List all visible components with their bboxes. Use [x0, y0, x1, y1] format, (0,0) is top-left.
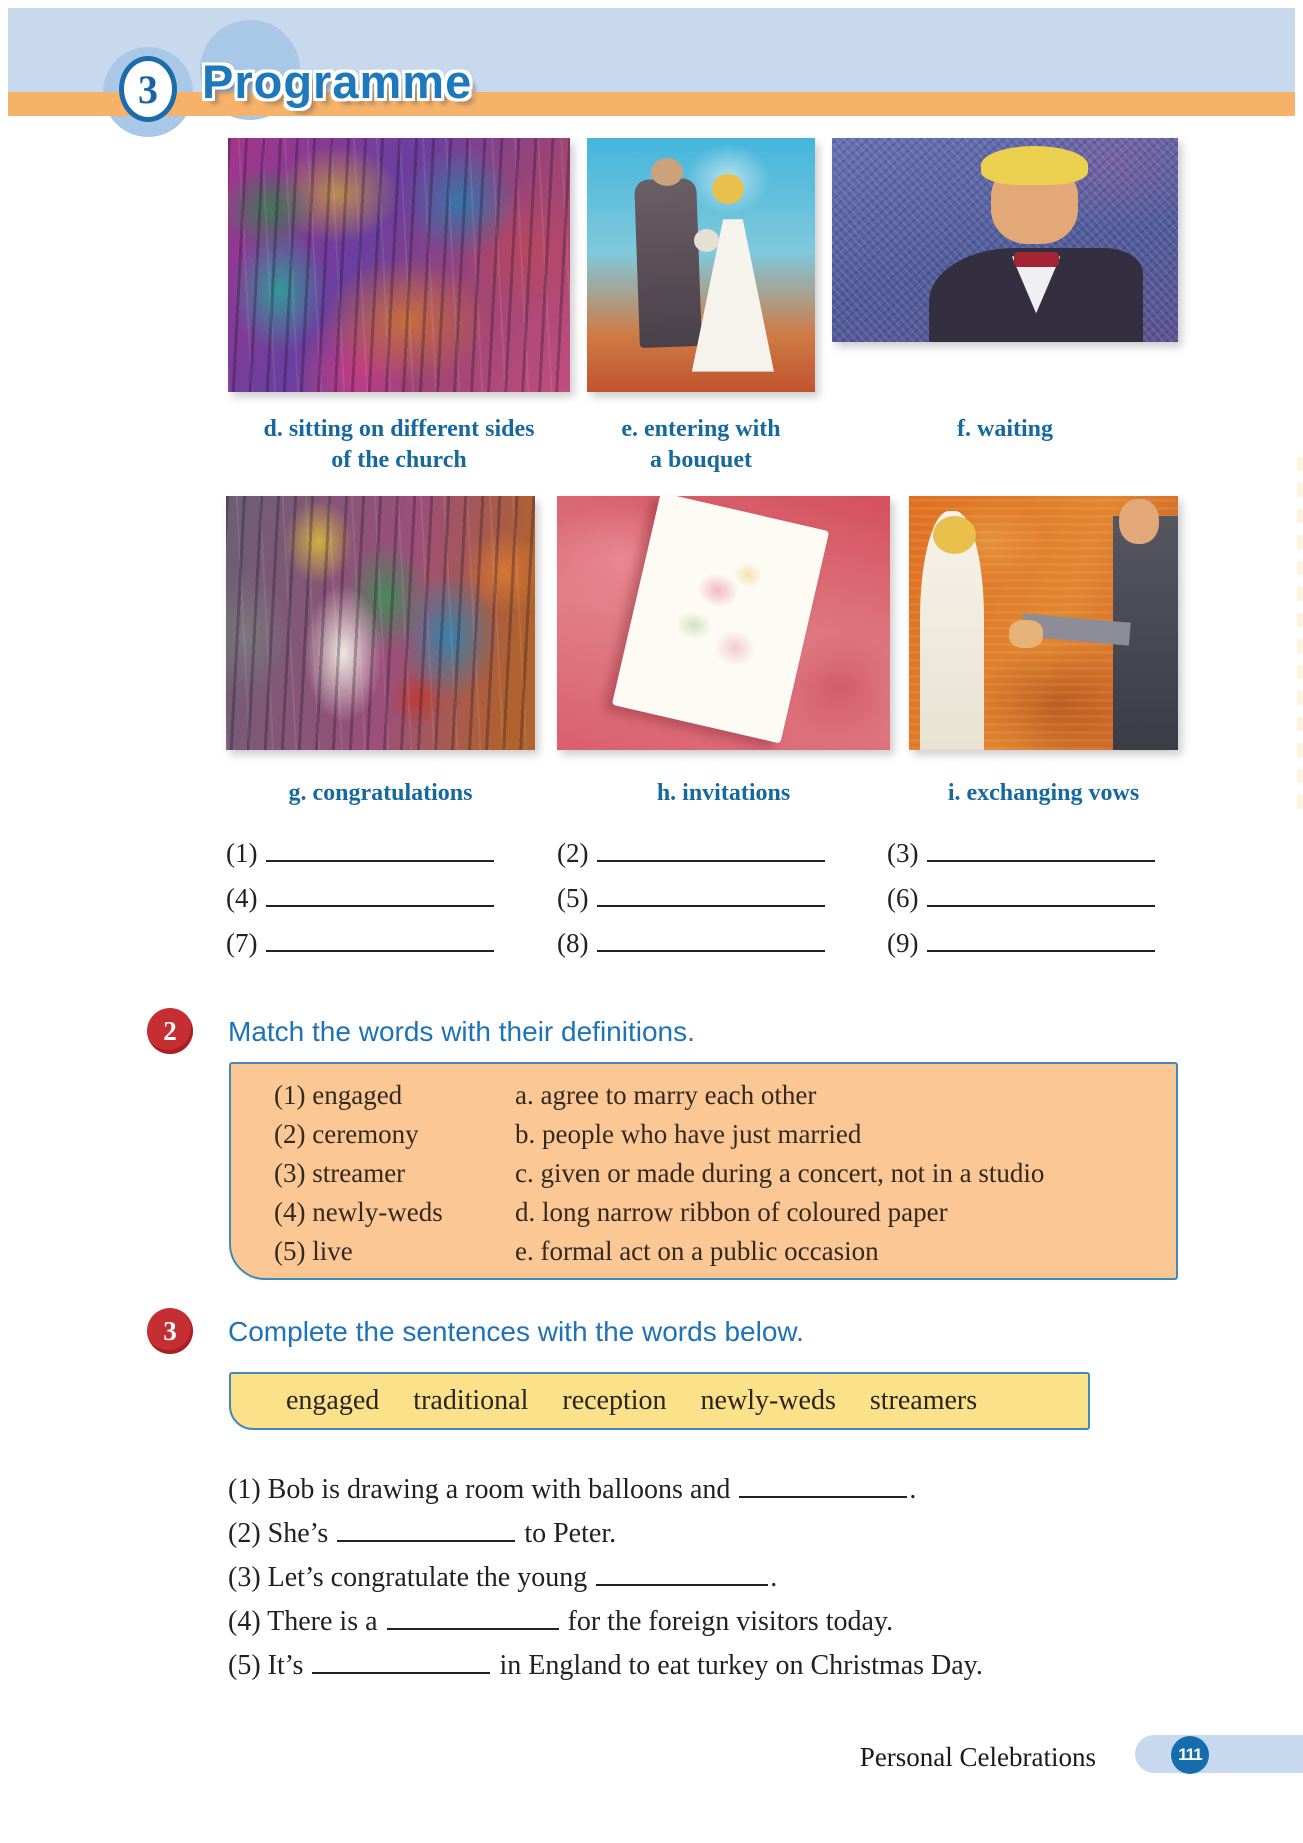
photo-waiting-groom	[832, 138, 1178, 342]
caption-e	[587, 414, 815, 476]
caption-g	[226, 778, 535, 809]
sentence-blank	[739, 1492, 907, 1498]
blank-label: (1)	[226, 838, 258, 868]
match-term: (5) live	[274, 1236, 353, 1266]
match-term: (4) newly-weds	[274, 1197, 443, 1227]
answer-blank-3	[887, 838, 1178, 869]
caption-f	[832, 414, 1178, 445]
photo-congratulations	[226, 496, 535, 750]
sentence-text: in England to eat turkey on Christmas Day.	[499, 1650, 983, 1681]
answer-blank-7	[226, 928, 557, 959]
photo-entering-with-bouquet	[587, 138, 815, 392]
answer-blank-6	[887, 883, 1178, 914]
match-pair	[231, 1115, 1176, 1154]
blank-line	[266, 856, 494, 862]
blank-line	[927, 901, 1155, 907]
blank-label: (4)	[226, 883, 258, 913]
caption-line: a bouquet	[649, 447, 753, 473]
groom-head	[1119, 499, 1159, 545]
crowd-illustration	[228, 138, 570, 392]
match-pair	[231, 1232, 1176, 1271]
unit-number: 3	[138, 66, 158, 112]
answer-blank-9	[887, 928, 1178, 959]
sentence-1	[228, 1468, 983, 1512]
exercise-number: 3	[163, 1315, 177, 1346]
matching-box	[229, 1062, 1178, 1280]
caption-h	[557, 778, 890, 809]
groom-figure	[634, 178, 701, 348]
blank-label: (5)	[557, 883, 589, 913]
photo-sitting-in-church	[228, 138, 570, 392]
answer-blank-5	[557, 883, 887, 914]
word-bank-item: reception	[562, 1385, 667, 1416]
sentence-text: (5) It’s	[228, 1650, 304, 1681]
sentence-5	[228, 1644, 983, 1688]
match-term: (1) engaged	[274, 1080, 403, 1110]
page-number: 111	[1178, 1745, 1202, 1764]
page-title: Programme	[202, 55, 473, 108]
match-definition: b. people who have just married	[515, 1119, 862, 1149]
match-term: (3) streamer	[274, 1158, 406, 1188]
texture-overlay	[226, 496, 535, 750]
blank-line	[266, 946, 494, 952]
congratulating-crowd-illustration	[226, 496, 535, 750]
blank-label: (9)	[887, 928, 919, 958]
match-definition: e. formal act on a public occasion	[515, 1236, 879, 1266]
exercise2-number-badge	[147, 1008, 193, 1054]
sentence-blank	[387, 1624, 559, 1630]
word-bank-item: engaged	[286, 1385, 380, 1416]
blank-line	[266, 901, 494, 907]
caption-line: f. waiting	[957, 416, 1053, 442]
blank-line	[597, 946, 825, 952]
sentence-text: (3) Let’s congratulate the young	[228, 1562, 588, 1593]
caption-line: i. exchanging vows	[947, 780, 1140, 806]
blank-row	[226, 914, 1178, 959]
blank-label: (2)	[557, 838, 589, 868]
blank-label: (3)	[887, 838, 919, 868]
sentence-text: .	[909, 1474, 917, 1505]
answer-blank-1	[226, 838, 557, 869]
exercise1-answer-blanks	[226, 824, 1178, 959]
bow-tie	[1014, 252, 1059, 266]
blank-label: (7)	[226, 928, 258, 958]
caption-line: of the church	[331, 447, 467, 473]
exercise3-number-badge	[147, 1308, 193, 1354]
blonde-hair	[981, 146, 1088, 185]
groom-head	[651, 158, 683, 186]
answer-blank-8	[557, 928, 887, 959]
word-bank-item: traditional	[413, 1385, 529, 1416]
match-term: (2) ceremony	[274, 1119, 419, 1149]
match-pair	[231, 1076, 1176, 1115]
caption-line: h. invitations	[656, 780, 791, 806]
caption-line: g. congratulations	[288, 780, 473, 806]
sentence-3	[228, 1556, 983, 1600]
footer-pill	[1135, 1735, 1303, 1773]
match-definition: d. long narrow ribbon of coloured paper	[515, 1197, 948, 1227]
answer-blank-4	[226, 883, 557, 914]
sentence-blank	[312, 1668, 490, 1674]
caption-line: e. entering with	[621, 416, 781, 442]
sentence-text: (4) There is a	[228, 1606, 378, 1637]
word-bank-item: streamers	[869, 1385, 978, 1416]
invitation-card	[611, 496, 829, 744]
bride-groom-illustration	[587, 138, 815, 392]
caption-line: d. sitting on different sides	[263, 416, 535, 442]
answer-blank-2	[557, 838, 887, 869]
blank-label: (8)	[557, 928, 589, 958]
sentence-text: (2) She’s	[228, 1518, 329, 1549]
sentence-text: for the foreign visitors today.	[567, 1606, 894, 1637]
unit-number-badge	[119, 56, 177, 122]
section-title: Personal Celebrations	[859, 1742, 1096, 1772]
blank-line	[927, 856, 1155, 862]
blank-row	[226, 869, 1178, 914]
invitation-background	[557, 496, 890, 750]
match-pair	[231, 1193, 1176, 1232]
texture-overlay	[228, 138, 570, 392]
sentence-blank	[337, 1536, 515, 1542]
waiting-man-illustration	[832, 138, 1178, 342]
bride-head	[712, 174, 744, 204]
blank-line	[597, 901, 825, 907]
caption-i	[909, 778, 1178, 809]
caption-d	[228, 414, 570, 476]
vows-illustration	[909, 496, 1178, 750]
sentence-text: .	[770, 1562, 778, 1593]
sentence-text: (1) Bob is drawing a room with balloons and	[228, 1474, 731, 1505]
blank-line	[597, 856, 825, 862]
exercise-number: 2	[163, 1015, 177, 1046]
match-definition: a. agree to marry each other	[515, 1080, 817, 1110]
blank-row	[226, 824, 1178, 869]
sentence-blank	[596, 1580, 768, 1586]
page-number-badge	[1171, 1736, 1209, 1774]
scan-edge-artifact	[1297, 457, 1303, 815]
word-bank-item: newly-weds	[700, 1385, 836, 1416]
blank-label: (6)	[887, 883, 919, 913]
exercise3-title: Complete the sentences with the words below.	[228, 1316, 804, 1347]
sentence-4	[228, 1600, 983, 1644]
bouquet	[694, 229, 719, 252]
sentence-text: to Peter.	[524, 1518, 617, 1549]
photo-invitations	[557, 496, 890, 750]
joined-hands	[1009, 620, 1044, 648]
blank-line	[927, 946, 1155, 952]
fill-in-sentences	[228, 1468, 983, 1688]
sentence-2	[228, 1512, 983, 1556]
match-pair	[231, 1154, 1176, 1193]
exercise2-title: Match the words with their definitions.	[228, 1016, 695, 1047]
photo-exchanging-vows	[909, 496, 1178, 750]
match-definition: c. given or made during a concert, not in a studio	[515, 1158, 1045, 1188]
word-bank-box	[229, 1372, 1090, 1430]
